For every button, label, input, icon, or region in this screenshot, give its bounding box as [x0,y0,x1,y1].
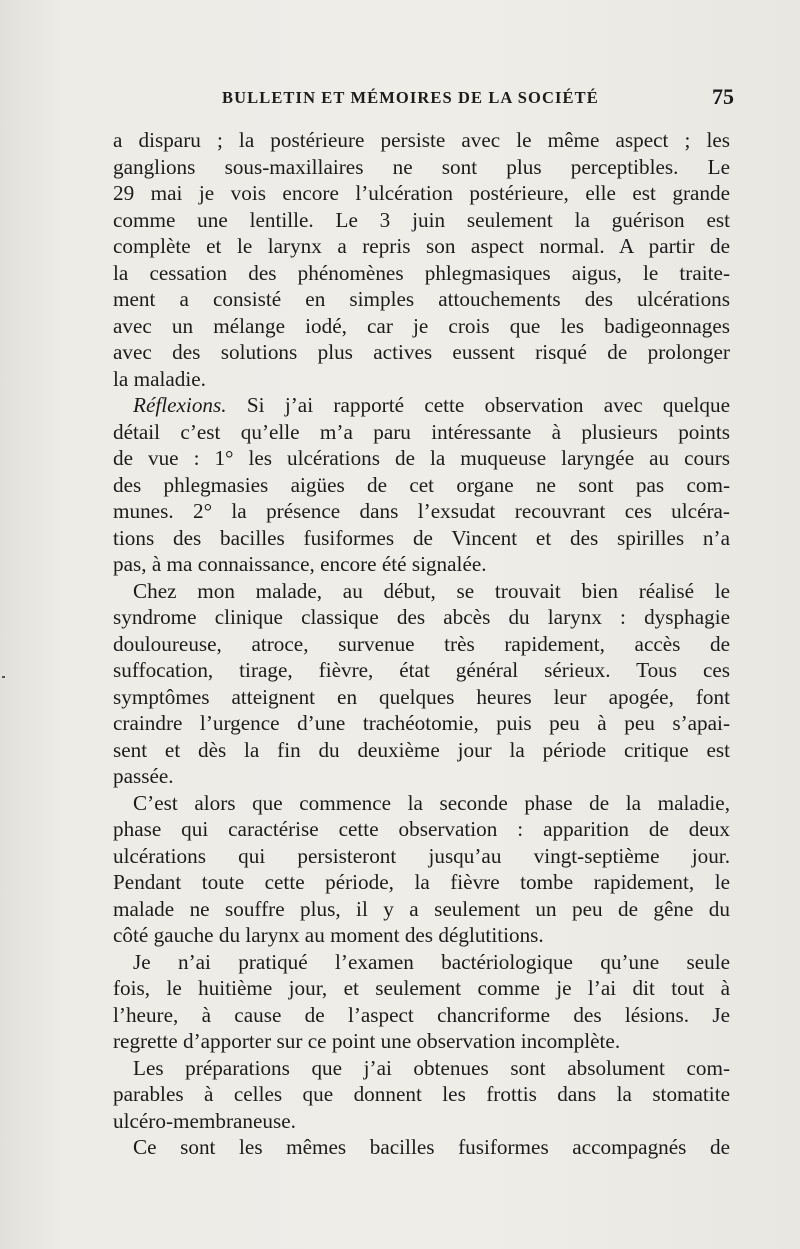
paragraph [113,392,730,578]
text-line: symptômes atteignent en quelques heures leur apogée, font [113,684,730,709]
text-line: malade ne souffre plus, il y a seulement un peu de gêne du [113,896,730,921]
text-line: avec des solutions plus actives eussent risqué de prolonger [113,340,730,364]
text-line: regrette d’apporter sur ce point une observation incomplète. [113,1029,621,1053]
paragraph [113,1134,730,1161]
text-line: a disparu ; la postérieure persiste avec le même aspect ; les [113,128,730,152]
text-line: craindre l’urgence d’une trachéotomie, puis peu à peu s’apai- [113,711,730,735]
text-line: passée. [113,764,174,788]
text-line: munes. 2° la présence dans l’exsudat recouvrant ces ulcéra- [113,499,730,523]
text-line: 29 mai je vois encore l’ulcération postérieure, elle est grande [113,181,730,205]
text-span: Si j’ai rapporté cette observation avec quelque [246,393,731,417]
text-line: pas, à ma connaissance, encore été signalée. [113,552,487,576]
text-line: Les préparations que j’ai obtenues sont absolument com- [133,1055,730,1080]
text-line: Chez mon malade, au début, se trouvait bien réalisé le [133,578,730,603]
paragraph [113,790,730,949]
text-line: des phlegmasies aigües de cet organe ne sont pas com- [113,472,730,497]
text-line: ulcérations qui persisteront jusqu’au vingt-septième jour. [113,843,730,868]
page-number: 75 [712,84,734,109]
text-line: côté gauche du larynx au moment des déglutitions. [113,923,544,947]
text-line: fois, le huitième jour, et seulement comme je l’ai dit tout à [113,976,730,1000]
text-line: ulcéro-membraneuse. [113,1108,296,1133]
text-line: comme une lentille. Le 3 juin seulement la guérison est [113,207,730,232]
text-line: parables à celles que donnent les frottis dans la stomatite [113,1082,730,1106]
running-header [222,84,742,114]
text-line: ganglions sous-maxillaires ne sont plus perceptibles. Le [113,154,730,179]
running-title: BULLETIN ET MÉMOIRES DE LA SOCIÉTÉ [222,88,599,107]
paragraph [113,1055,730,1135]
text-line: douloureuse, atroce, survenue très rapidement, accès de [113,631,730,656]
text-line: Ce sont les mêmes bacilles fusiformes accompagnés de [133,1135,730,1159]
text-line: Je n’ai pratiqué l’examen bactériologique qu’une seule [133,949,730,974]
text-line: syndrome clinique classique des abcès du larynx : dysphagie [113,605,730,629]
text-line: la cessation des phénomènes phlegmasiques aigus, le traite- [113,260,730,285]
paragraph [113,578,730,790]
text-line: tions des bacilles fusiformes de Vincent et des spirilles n’a [113,525,730,550]
paragraph [113,949,730,1055]
text-line: C’est alors que commence la seconde phase de la maladie, [133,790,730,815]
text-line: complète et le larynx a repris son aspect normal. A partir de [113,234,730,258]
text-line: ment a consisté en simples attouchements des ulcérations [113,287,730,311]
section-heading: Réflexions. [133,393,227,417]
body-text [113,127,730,1161]
text-line: suffocation, tirage, fièvre, état général sérieux. Tous ces [113,658,730,682]
text-line: sent et dès la fin du deuxième jour la période critique est [113,737,730,762]
text-line: de vue : 1° les ulcérations de la muqueuse laryngée au cours [113,446,730,470]
text-line: détail c’est qu’elle m’a paru intéressante à plusieurs points [113,419,730,444]
text-line: Pendant toute cette période, la fièvre tombe rapidement, le [113,870,730,894]
paragraph [113,127,730,392]
text-line: phase qui caractérise cette observation : apparition de deux [113,817,730,841]
margin-mark [2,676,5,678]
text-line: l’heure, à cause de l’aspect chancriforme des lésions. Je [113,1002,730,1027]
text-line: avec un mélange iodé, car je crois que les badigeonnages [113,313,730,338]
text-line [113,392,730,419]
text-line: la maladie. [113,366,206,391]
